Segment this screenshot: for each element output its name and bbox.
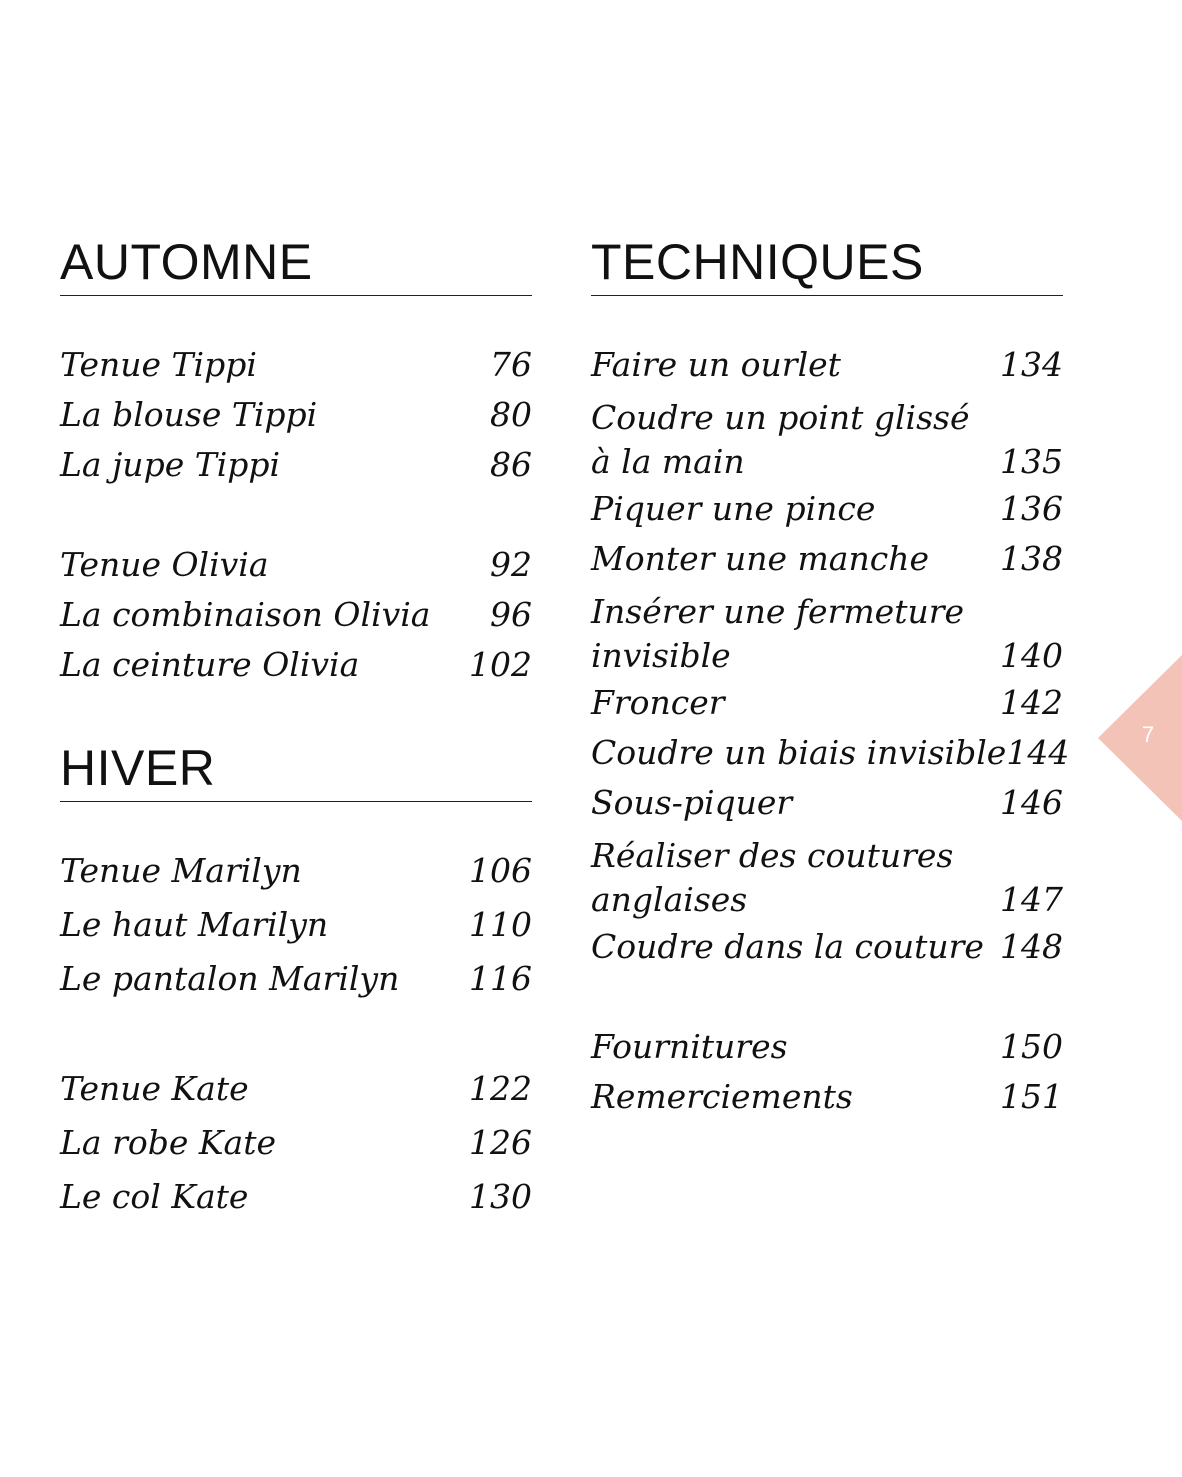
toc-entry[interactable] bbox=[591, 678, 1063, 728]
toc-entry[interactable] bbox=[591, 1072, 1063, 1122]
toc-entry-label: Remerciements bbox=[591, 1077, 853, 1116]
toc-entry-page: 148 bbox=[1000, 927, 1063, 966]
toc-entry-page: 126 bbox=[469, 1123, 532, 1162]
page-number: 7 bbox=[1141, 722, 1155, 747]
toc-entry-label: Tenue Tippi bbox=[60, 345, 257, 384]
toc-entry-label: Tenue Marilyn bbox=[60, 851, 302, 890]
section-divider bbox=[60, 295, 532, 296]
toc-entry[interactable] bbox=[60, 640, 532, 690]
toc-entry-label: Le haut Marilyn bbox=[60, 905, 329, 944]
toc-entry-page: 96 bbox=[490, 595, 532, 634]
toc-entry-label: La combinaison Olivia bbox=[60, 595, 431, 634]
toc-group-techniques bbox=[591, 340, 1070, 972]
toc-group-olivia bbox=[60, 540, 532, 690]
section-hiver bbox=[60, 738, 532, 802]
toc-entry[interactable] bbox=[591, 390, 1063, 484]
toc-entry-label: La blouse Tippi bbox=[60, 395, 318, 434]
toc-entry-page: 142 bbox=[1000, 683, 1063, 722]
toc-entry-page: 140 bbox=[1000, 636, 1063, 675]
section-divider bbox=[591, 295, 1063, 296]
toc-entry[interactable] bbox=[60, 1170, 532, 1224]
section-title-automne: AUTOMNE bbox=[60, 234, 313, 290]
toc-entry[interactable] bbox=[60, 1116, 532, 1170]
toc-entry-label: Piquer une pince bbox=[591, 489, 876, 528]
toc-entry-page: 106 bbox=[469, 851, 532, 890]
toc-entry[interactable] bbox=[591, 534, 1063, 584]
toc-entry[interactable] bbox=[591, 484, 1063, 534]
toc-group-extras bbox=[591, 1022, 1063, 1122]
toc-entry[interactable] bbox=[60, 1062, 532, 1116]
toc-entry-label: Coudre un point glissé à la main bbox=[591, 398, 970, 481]
toc-entry-page: 150 bbox=[1000, 1027, 1063, 1066]
left-column bbox=[60, 232, 532, 1216]
toc-entry[interactable] bbox=[60, 390, 532, 440]
toc-entry-page: 102 bbox=[469, 645, 532, 684]
toc-entry-page: 92 bbox=[490, 545, 532, 584]
toc-entry-page: 86 bbox=[490, 445, 532, 484]
toc-entry[interactable] bbox=[60, 440, 532, 490]
toc-entry-label: La ceinture Olivia bbox=[60, 645, 360, 684]
toc-entry-page: 122 bbox=[469, 1069, 532, 1108]
toc-entry-label: Réaliser des coutures anglaises bbox=[591, 836, 954, 919]
toc-entry-label: Le col Kate bbox=[60, 1177, 249, 1216]
toc-entry[interactable] bbox=[591, 778, 1063, 828]
toc-entry-label: Coudre dans la couture bbox=[591, 927, 984, 966]
toc-entry-page: 135 bbox=[1000, 442, 1063, 481]
toc-entry-label: Faire un ourlet bbox=[591, 345, 841, 384]
toc-entry-page: 151 bbox=[1000, 1077, 1063, 1116]
toc-entry-page: 147 bbox=[1000, 880, 1063, 919]
section-divider bbox=[60, 801, 532, 802]
toc-entry[interactable] bbox=[60, 590, 532, 640]
toc-entry-page: 80 bbox=[490, 395, 532, 434]
toc-entry-label: Le pantalon Marilyn bbox=[60, 959, 400, 998]
toc-entry[interactable] bbox=[60, 898, 532, 952]
toc-entry-page: 134 bbox=[1000, 345, 1063, 384]
toc-entry[interactable] bbox=[60, 340, 532, 390]
toc-entry[interactable] bbox=[591, 922, 1063, 972]
toc-entry-page: 116 bbox=[469, 959, 532, 998]
toc-group-kate bbox=[60, 1062, 532, 1224]
toc-entry-page: 146 bbox=[1000, 783, 1063, 822]
toc-entry-label: Fournitures bbox=[591, 1027, 788, 1066]
toc-group-tippi bbox=[60, 340, 532, 490]
toc-entry[interactable] bbox=[60, 540, 532, 590]
toc-entry-page: 110 bbox=[469, 905, 532, 944]
toc-entry-label: Coudre un biais invisible bbox=[591, 733, 1007, 772]
section-title-hiver: HIVER bbox=[60, 740, 216, 796]
toc-entry[interactable] bbox=[60, 844, 532, 898]
toc-entry-label: Monter une manche bbox=[591, 539, 929, 578]
toc-entry[interactable] bbox=[591, 1022, 1063, 1072]
toc-entry[interactable] bbox=[591, 728, 1070, 778]
toc-entry-label: Insérer une fermeture invisible bbox=[591, 592, 965, 675]
toc-entry[interactable] bbox=[60, 952, 532, 1006]
toc-entry-page: 76 bbox=[490, 345, 532, 384]
toc-entry-label: Tenue Kate bbox=[60, 1069, 249, 1108]
toc-entry-label: La robe Kate bbox=[60, 1123, 276, 1162]
toc-entry-page: 136 bbox=[1000, 489, 1063, 528]
toc-entry[interactable] bbox=[591, 828, 1063, 922]
toc-entry-page: 138 bbox=[1000, 539, 1063, 578]
toc-entry[interactable] bbox=[591, 340, 1063, 390]
toc-entry[interactable] bbox=[591, 584, 1063, 678]
toc-group-marilyn bbox=[60, 844, 532, 1006]
toc-entry-label: Froncer bbox=[591, 683, 725, 722]
toc-entry-page: 144 bbox=[1006, 733, 1070, 772]
toc-entry-label: Sous-piquer bbox=[591, 783, 793, 822]
section-title-techniques: TECHNIQUES bbox=[591, 234, 924, 290]
toc-entry-page: 130 bbox=[469, 1177, 532, 1216]
toc-entry-label: La jupe Tippi bbox=[60, 445, 281, 484]
toc-entry-label: Tenue Olivia bbox=[60, 545, 269, 584]
right-column bbox=[591, 232, 1070, 1116]
